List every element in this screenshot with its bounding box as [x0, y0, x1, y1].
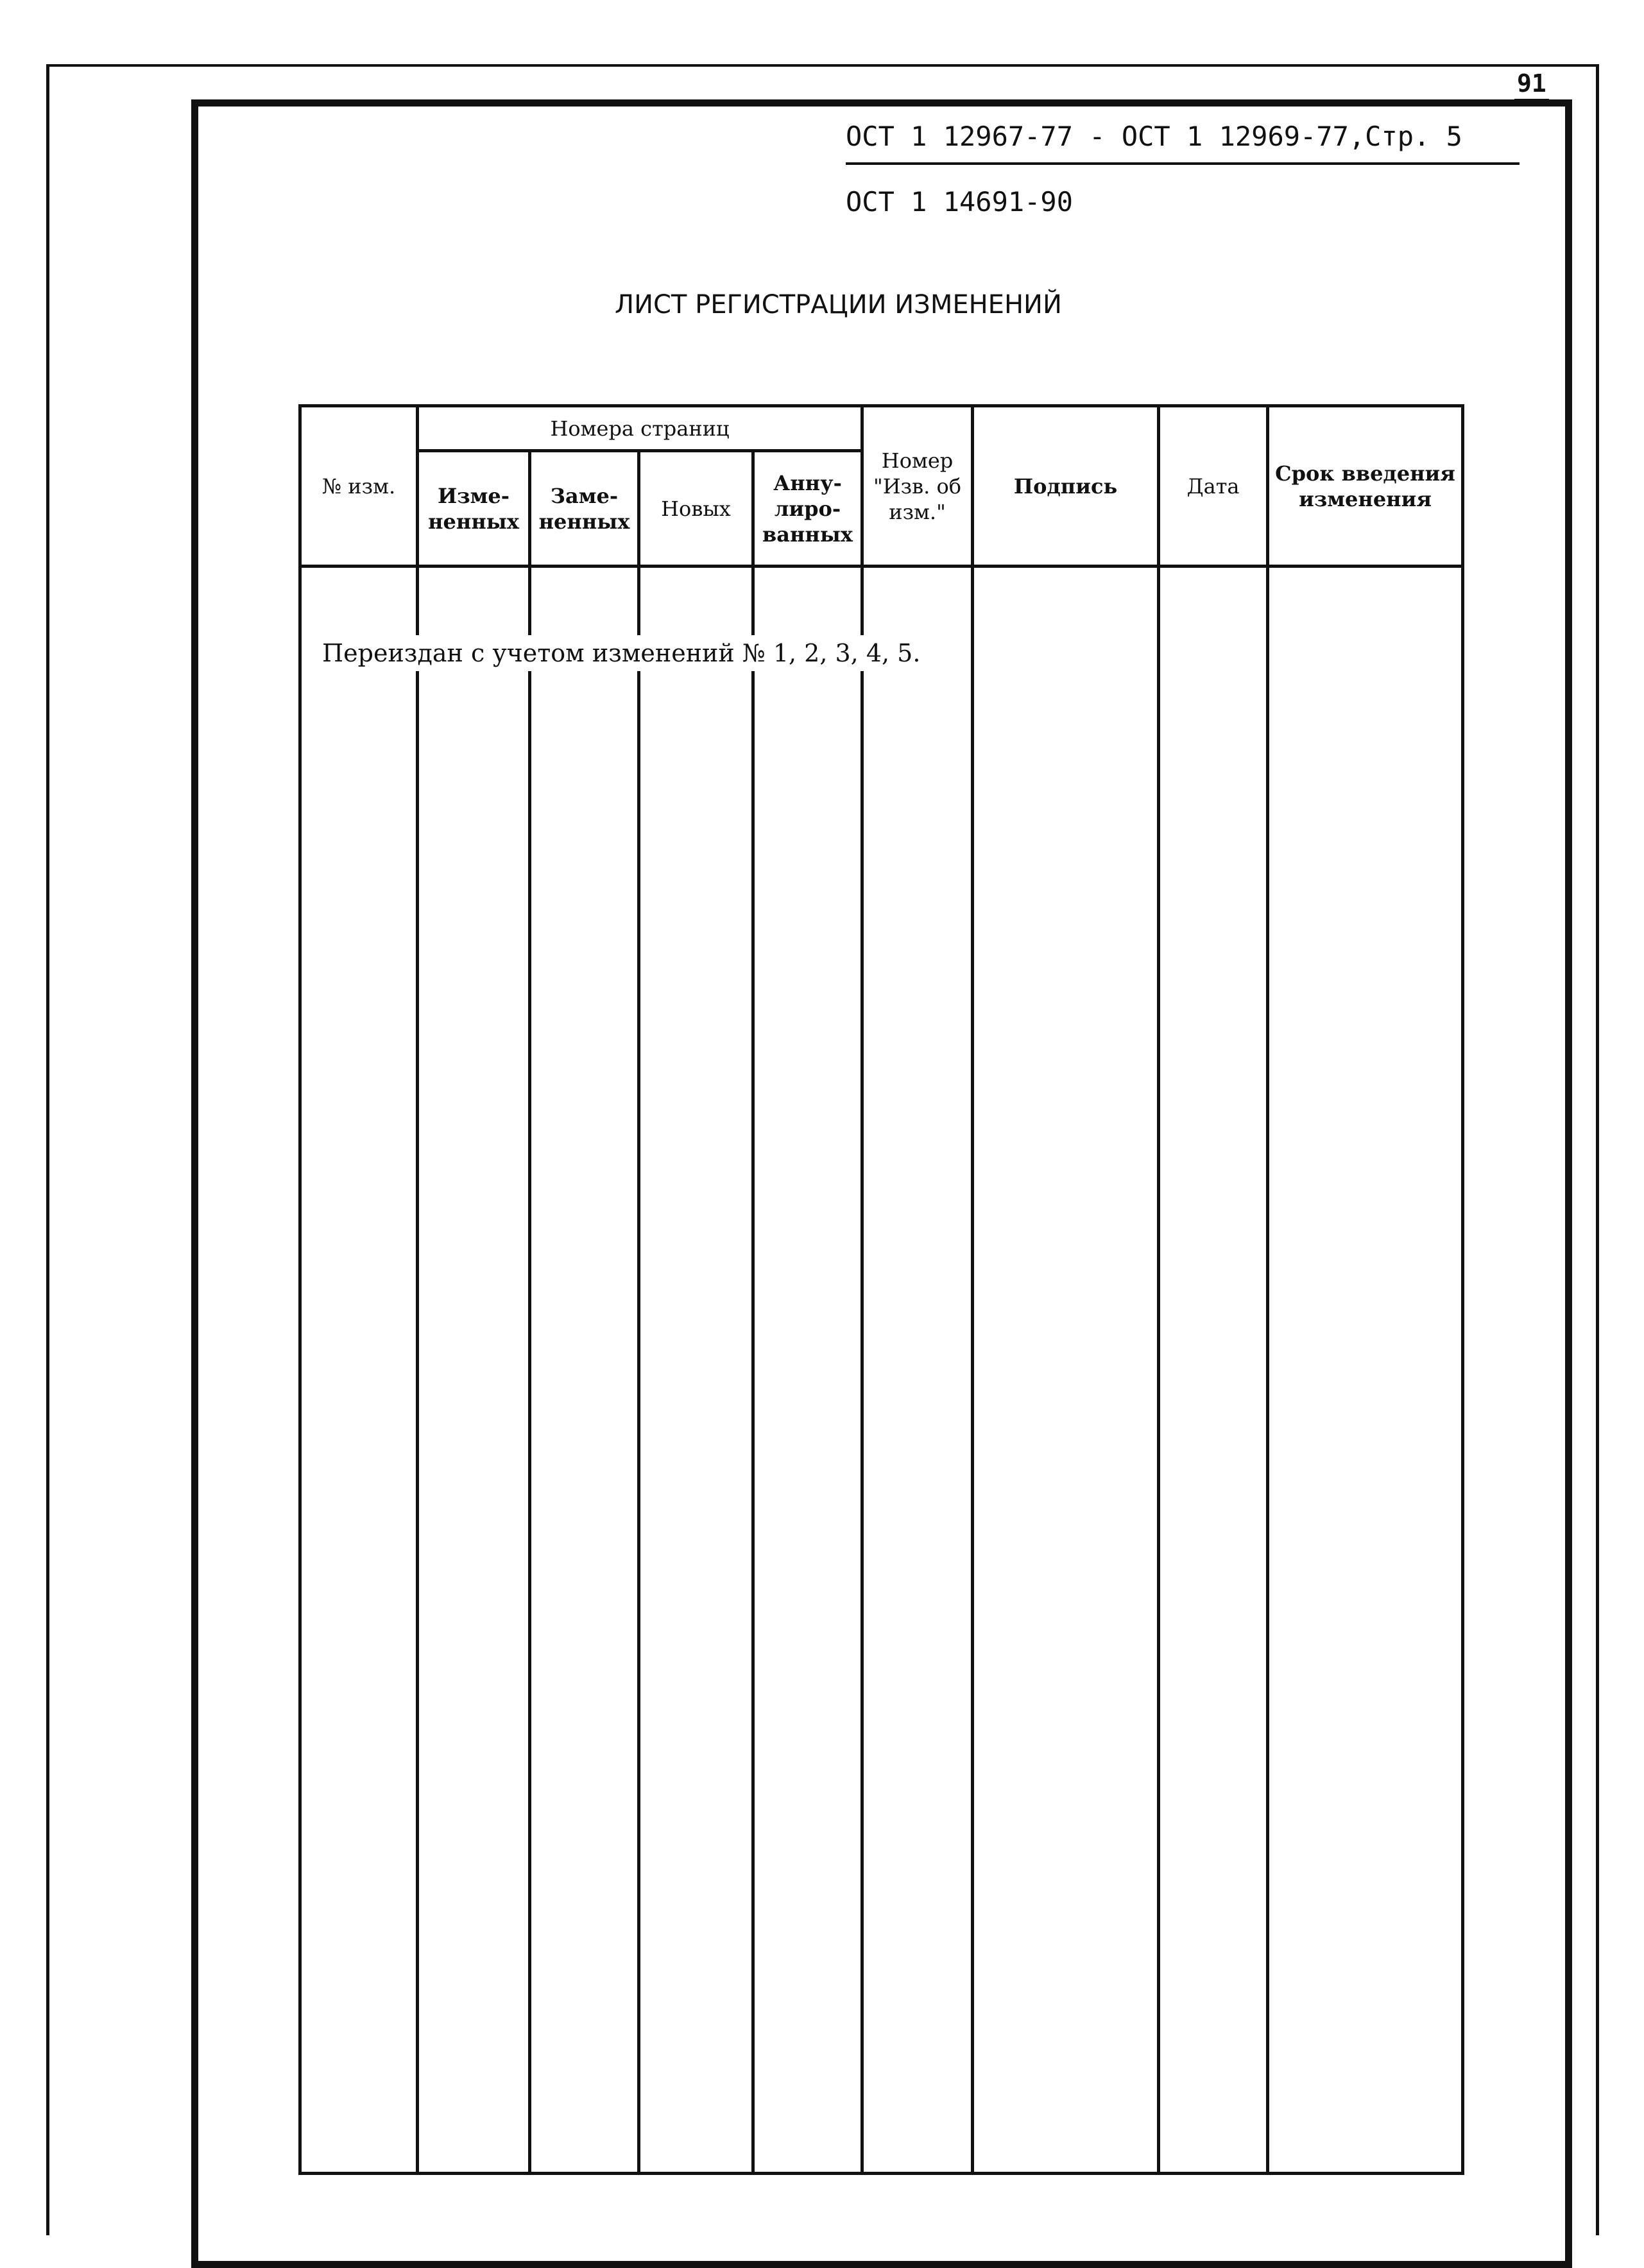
- header-new-pages: Новых: [639, 451, 753, 567]
- header-implementation-term: Срок введения изменения: [1268, 406, 1463, 567]
- header-changed-pages: Изме-ненных: [418, 451, 530, 567]
- header-change-number: № изм.: [300, 406, 418, 567]
- table-body-cell: [973, 567, 1159, 2174]
- header-replaced-pages: Заме-ненных: [530, 451, 639, 567]
- header-notice-number: Номер "Изв. об изм.": [862, 406, 973, 567]
- table-body-cell: [530, 567, 639, 2174]
- table-body-cell: [300, 567, 418, 2174]
- table-body-cell: [639, 567, 753, 2174]
- header-date: Дата: [1159, 406, 1268, 567]
- page-number: 91: [1514, 69, 1549, 101]
- document-code-primary: ОСТ 1 12967-77 - ОСТ 1 12969-77,Стр. 5: [846, 121, 1520, 165]
- reissue-note: Переиздан с учетом изменений № 1, 2, 3, 4, 5.: [320, 635, 923, 671]
- header-page-numbers-group: Номера страниц: [418, 406, 862, 451]
- table-body-cell: [1159, 567, 1268, 2174]
- table-body-cell: [1268, 567, 1463, 2174]
- table-body-cell: [862, 567, 973, 2174]
- header-signature: Подпись: [973, 406, 1159, 567]
- header-annulled-pages: Анну-лиро-ванных: [753, 451, 862, 567]
- table-body-cell: [418, 567, 530, 2174]
- document-title: ЛИСТ РЕГИСТРАЦИИ ИЗМЕНЕНИЙ: [615, 290, 1062, 320]
- table-body-cell: [753, 567, 862, 2174]
- document-code-secondary: ОСТ 1 14691-90: [846, 186, 1074, 217]
